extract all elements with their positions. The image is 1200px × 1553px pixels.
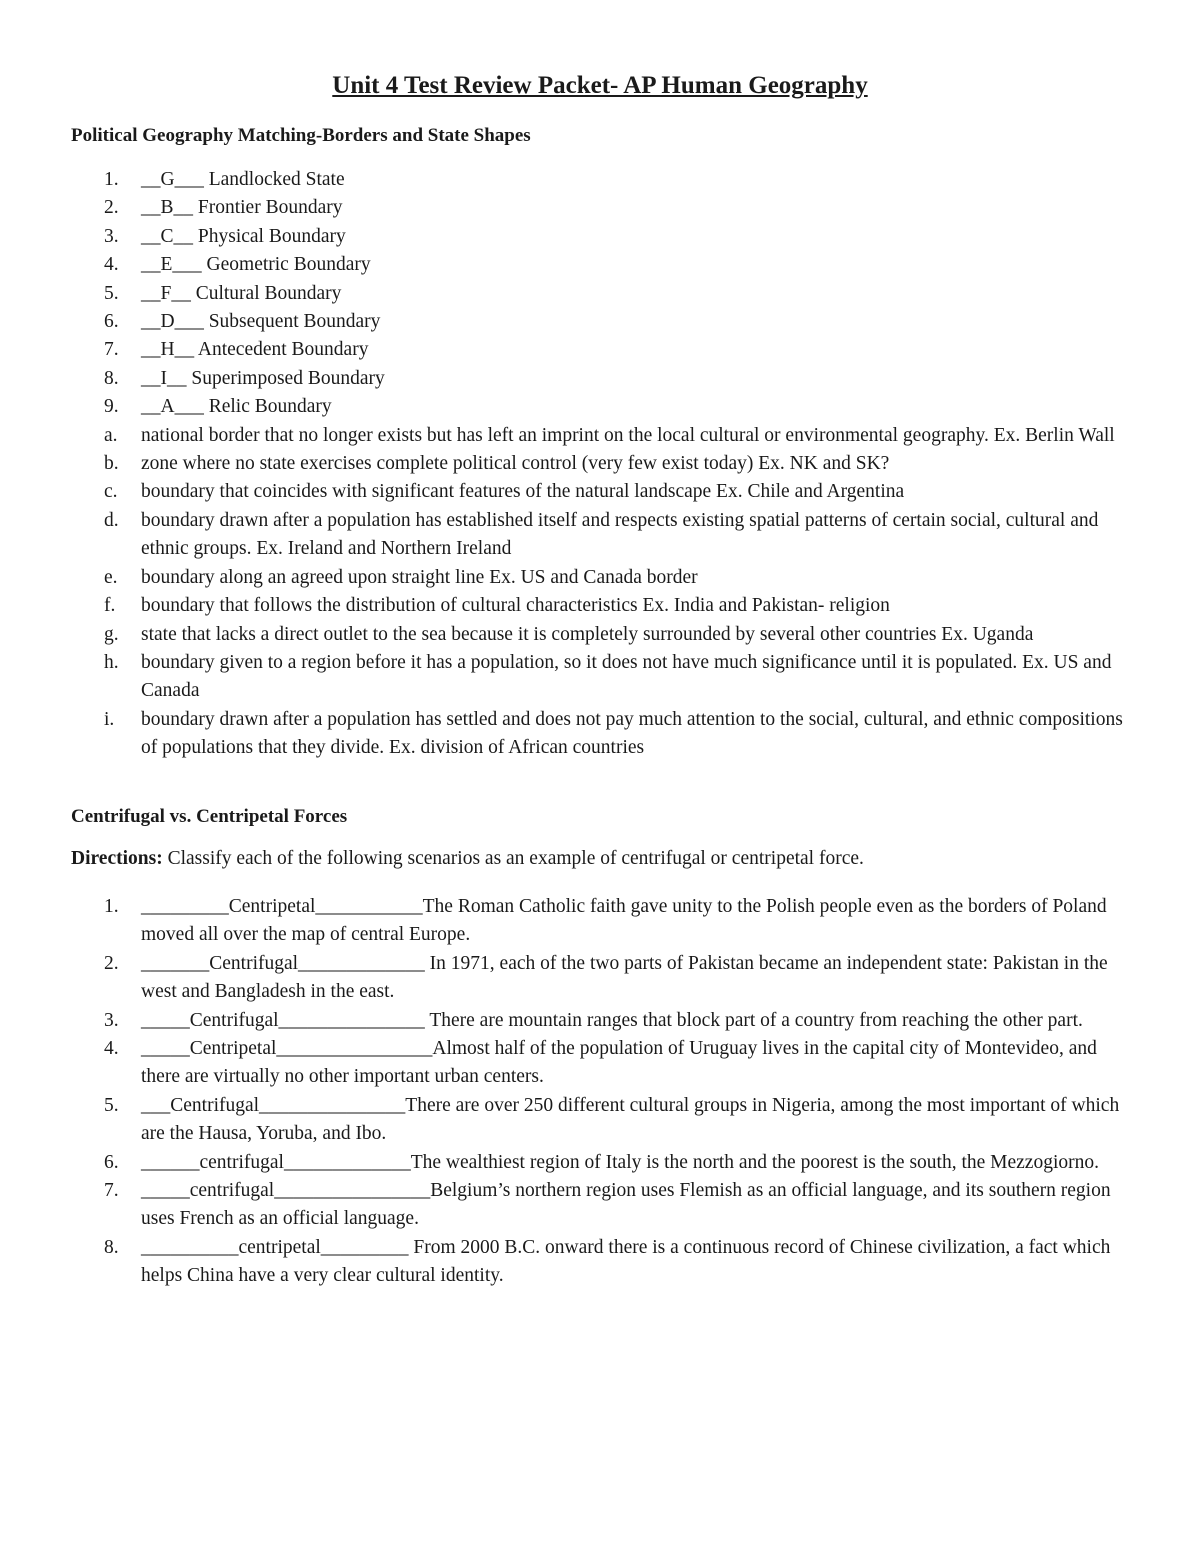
item-text: __F__ Cultural Boundary bbox=[141, 282, 342, 304]
scenario-item bbox=[0, 1007, 1200, 1035]
list-item bbox=[0, 308, 1200, 336]
item-marker: d. bbox=[104, 509, 119, 531]
item-marker: 3. bbox=[104, 225, 119, 247]
list-item bbox=[0, 280, 1200, 308]
item-text: __I__ Superimposed Boundary bbox=[141, 367, 385, 389]
definition-item bbox=[0, 706, 1200, 763]
list-item bbox=[0, 166, 1200, 194]
scenario-item bbox=[0, 950, 1200, 1007]
item-text: __H__ Antecedent Boundary bbox=[141, 339, 369, 361]
item-marker: 2. bbox=[104, 952, 119, 974]
scenario-item bbox=[0, 1035, 1200, 1092]
definition-item bbox=[0, 621, 1200, 649]
scenario-text: ______centrifugal_____________The wealthiest region of Italy is the north and the poorest is the south, the Mezzogiorno. bbox=[141, 1151, 1099, 1173]
definition-item bbox=[0, 649, 1200, 706]
scenario-text: _________Centripetal___________The Roman Catholic faith gave unity to the Polish people even as the borders of Poland moved all over the map of central Europe. bbox=[141, 896, 1107, 946]
item-marker: 6. bbox=[104, 311, 119, 333]
definition-item bbox=[0, 507, 1200, 564]
definition-item bbox=[0, 422, 1200, 450]
item-text: __A___ Relic Boundary bbox=[141, 396, 332, 418]
item-marker: 7. bbox=[104, 339, 119, 361]
definition-item bbox=[0, 450, 1200, 478]
scenario-item bbox=[0, 1234, 1200, 1291]
item-text: __D___ Subsequent Boundary bbox=[141, 311, 381, 333]
scenario-item bbox=[0, 1149, 1200, 1177]
scenario-item bbox=[0, 1177, 1200, 1234]
item-marker: c. bbox=[104, 481, 118, 503]
directions bbox=[71, 848, 864, 870]
list-item bbox=[0, 365, 1200, 393]
item-marker: 5. bbox=[104, 282, 119, 304]
section2-heading: Centrifugal vs. Centripetal Forces bbox=[71, 806, 348, 827]
list-item bbox=[0, 393, 1200, 421]
item-marker: 8. bbox=[104, 367, 119, 389]
definition-text: boundary that coincides with significant features of the natural landscape Ex. Chile and Argentina bbox=[141, 481, 905, 503]
scenario-item bbox=[0, 1092, 1200, 1149]
item-marker: 2. bbox=[104, 197, 119, 219]
item-marker: 8. bbox=[104, 1236, 119, 1258]
item-marker: 4. bbox=[104, 1038, 119, 1060]
scenario-text: ___Centrifugal_______________There are over 250 different cultural groups in Nigeria, among the most important of which are the Hausa, Yoruba, and Ibo. bbox=[141, 1094, 1120, 1145]
definition-text: boundary drawn after a population has established itself and respects existing spatial patterns of certain social, cultural and ethnic groups. Ex. Ireland and Northern Ireland bbox=[141, 509, 1099, 560]
forces-list bbox=[0, 893, 1200, 1291]
item-text: __B__ Frontier Boundary bbox=[141, 197, 343, 219]
list-item bbox=[0, 223, 1200, 251]
item-marker: i. bbox=[104, 708, 115, 730]
item-marker: 5. bbox=[104, 1094, 119, 1116]
item-text: __G___ Landlocked State bbox=[141, 169, 345, 190]
definition-text: zone where no state exercises complete political control (very few exist today) Ex. NK and SK? bbox=[141, 453, 890, 475]
matching-list bbox=[0, 166, 1200, 763]
item-marker: g. bbox=[104, 623, 119, 645]
item-marker: 1. bbox=[104, 169, 119, 190]
directions-label: Directions: bbox=[71, 848, 163, 869]
scenario-text: _____Centrifugal_______________ There are mountain ranges that block part of a country from reaching the other part. bbox=[141, 1009, 1083, 1031]
definition-text: state that lacks a direct outlet to the sea because it is completely surrounded by several other countries Ex. Uganda bbox=[141, 623, 1034, 645]
section1-heading: Political Geography Matching-Borders and State Shapes bbox=[71, 125, 531, 146]
definition-text: boundary given to a region before it has a population, so it does not have much significance until it is populated. Ex. US and Canada bbox=[141, 651, 1112, 702]
item-marker: b. bbox=[104, 453, 119, 475]
definition-item bbox=[0, 592, 1200, 620]
definition-text: national border that no longer exists but has left an imprint on the local cultural or environmental geography. Ex. Berlin Wall bbox=[141, 424, 1115, 446]
definition-item bbox=[0, 564, 1200, 592]
item-marker: h. bbox=[104, 651, 119, 673]
list-item bbox=[0, 194, 1200, 222]
item-marker: 3. bbox=[104, 1009, 119, 1031]
item-text: __E___ Geometric Boundary bbox=[141, 254, 371, 276]
item-marker: 7. bbox=[104, 1180, 119, 1202]
definition-text: boundary drawn after a population has settled and does not pay much attention to the social, cultural, and ethnic compositions of populations that they divide. Ex. division of African countries bbox=[141, 708, 1123, 759]
definition-text: boundary that follows the distribution of cultural characteristics Ex. India and Pakistan- religion bbox=[141, 595, 890, 617]
scenario-item bbox=[0, 893, 1200, 950]
directions-text: Classify each of the following scenarios as an example of centrifugal or centripetal force. bbox=[162, 848, 864, 869]
list-item bbox=[0, 336, 1200, 364]
scenario-text: _____Centripetal________________Almost half of the population of Uruguay lives in the capital city of Montevideo, and there are virtually no other important urban centers. bbox=[141, 1038, 1097, 1088]
item-marker: 1. bbox=[104, 896, 119, 917]
item-text: __C__ Physical Boundary bbox=[141, 225, 346, 247]
item-marker: a. bbox=[104, 424, 118, 446]
list-item bbox=[0, 251, 1200, 279]
definition-text: boundary along an agreed upon straight line Ex. US and Canada border bbox=[141, 566, 698, 588]
item-marker: 4. bbox=[104, 254, 119, 276]
item-marker: f. bbox=[104, 595, 116, 617]
item-marker: 9. bbox=[104, 396, 119, 418]
page-title: Unit 4 Test Review Packet- AP Human Geography bbox=[332, 72, 868, 99]
definition-item bbox=[0, 478, 1200, 506]
scenario-text: __________centripetal_________ From 2000 B.C. onward there is a continuous record of Chinese civilization, a fact which helps China have a very clear cultural identity. bbox=[141, 1236, 1111, 1287]
scenario-text: _______Centrifugal_____________ In 1971, each of the two parts of Pakistan became an independent state: Pakistan in the west and Bangladesh in the east. bbox=[141, 952, 1108, 1003]
item-marker: 6. bbox=[104, 1151, 119, 1173]
scenario-text: _____centrifugal________________Belgium’s northern region uses Flemish as an official language, and its southern region uses French as an official language. bbox=[141, 1180, 1111, 1230]
item-marker: e. bbox=[104, 566, 118, 588]
